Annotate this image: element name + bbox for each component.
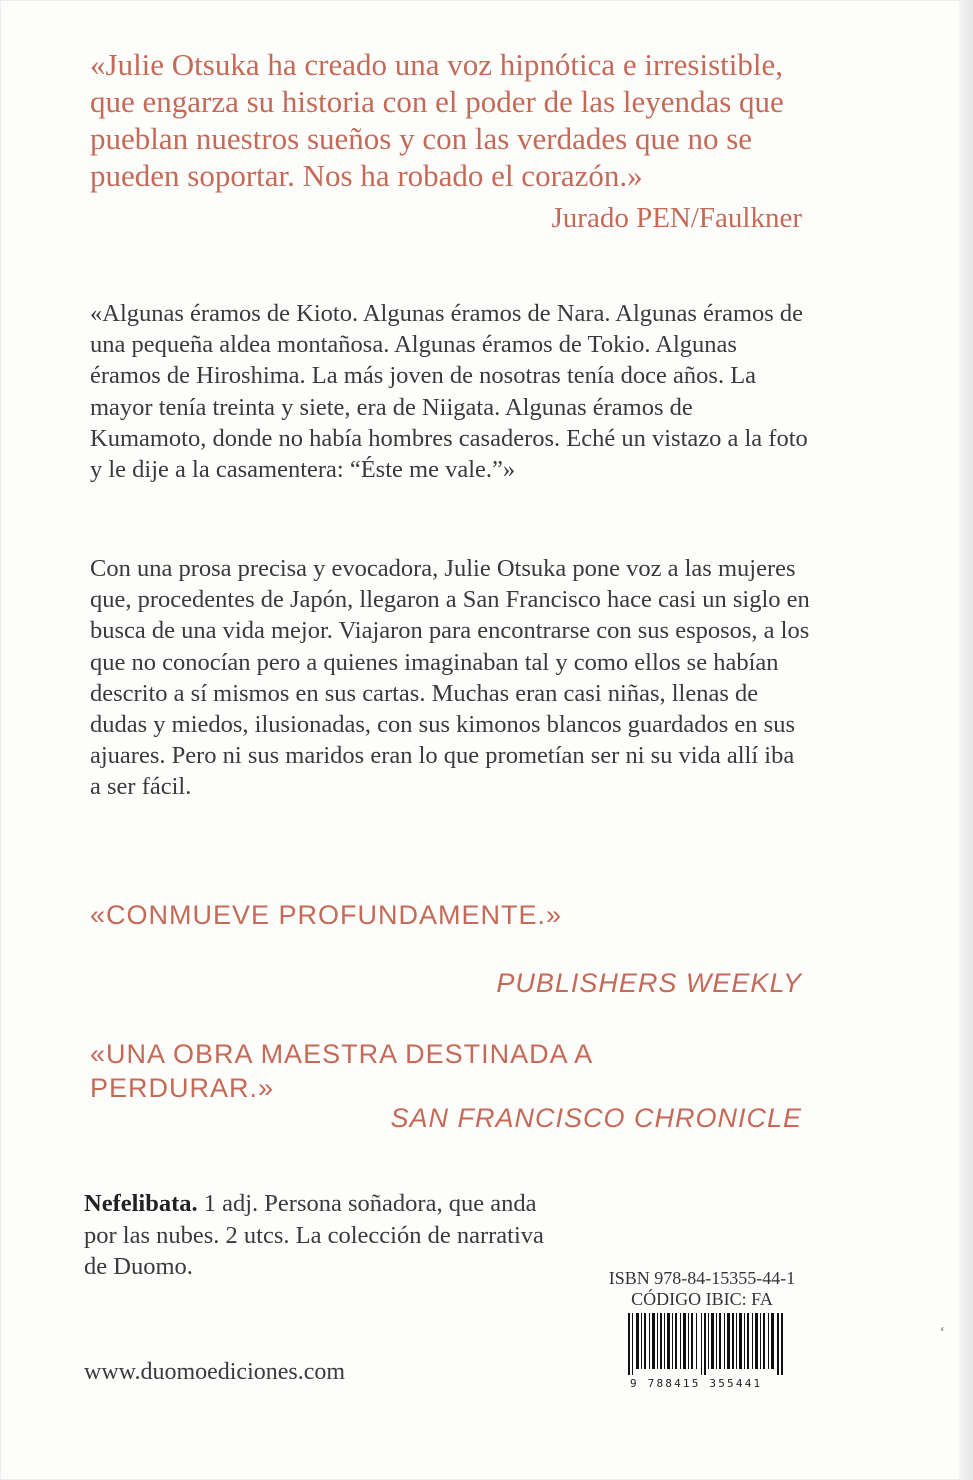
book-excerpt: «Algunas éramos de Kioto. Algunas éramos de Nara. Algunas éramos de una pequeña aldea montañosa. Algunas éramos de Tokio. Algunas éramos de Hiroshima. La más joven de nosotras tenía doce años. La mayor tenía treinta y siete, era de Niigata. Algunas éramos de Kumamoto, donde no había hombres casaderos. Eché un vistazo a la foto y le dije a la casamentera: “Éste me vale.”» <box>90 300 808 484</box>
isbn-block <box>597 1268 807 1310</box>
quote-attribution: Jurado PEN/Faulkner <box>551 202 802 234</box>
isbn-number: ISBN 978-84-15355-44-1 <box>608 1268 796 1288</box>
definition-term: Nefelibata. <box>84 1190 198 1217</box>
ibic-code: CÓDIGO IBIC: FA <box>631 1289 773 1309</box>
page-edge <box>959 0 973 1480</box>
review-quote-pen-faulkner <box>90 46 820 237</box>
press-source-1: PUBLISHERS WEEKLY <box>496 968 802 998</box>
printer-mark: ʻ <box>940 1325 945 1340</box>
barcode-number: 9 788415 355441 <box>630 1377 763 1390</box>
definition-body: 1 adj. Persona soñadora, que anda por las nubes. 2 utcs. La colección de narrativa de Duomo. <box>84 1190 544 1280</box>
quote-text: «Julie Otsuka ha creado una voz hipnótica e irresistible, que engarza su historia con el poder de las leyendas que pueblan nuestros sueños y con las verdades que no se pueden soportar. Nos ha robado el corazón.» <box>90 47 784 193</box>
publisher-website: www.duomoediciones.com <box>84 1359 346 1385</box>
book-summary: Con una prosa precisa y evocadora, Julie Otsuka pone voz a las mujeres que, procedentes de Japón, llegaron a San Francisco hace casi un siglo en busca de una vida mejor. Viajaron para encontrarse con sus esposos, a los que no conocían pero a quienes imaginaban tal y como ellos se habían descrito a sí mismos en sus cartas. Muchas eran casi niñas, llenas de dudas y miedos, ilusionadas, con sus kimonos blancos guardados en sus ajuares. Pero ni sus maridos eran lo que prometían ser ni su vida allí iba a ser fácil. <box>90 555 810 801</box>
press-source-2: SAN FRANCISCO CHRONICLE <box>390 1103 802 1133</box>
barcode <box>628 1313 783 1375</box>
press-quote-1: «CONMUEVE PROFUNDAMENTE.» <box>90 900 563 930</box>
press-quote-2: «UNA OBRA MAESTRA DESTINADA A PERDURAR.» <box>90 1039 592 1103</box>
collection-definition <box>84 1188 544 1283</box>
